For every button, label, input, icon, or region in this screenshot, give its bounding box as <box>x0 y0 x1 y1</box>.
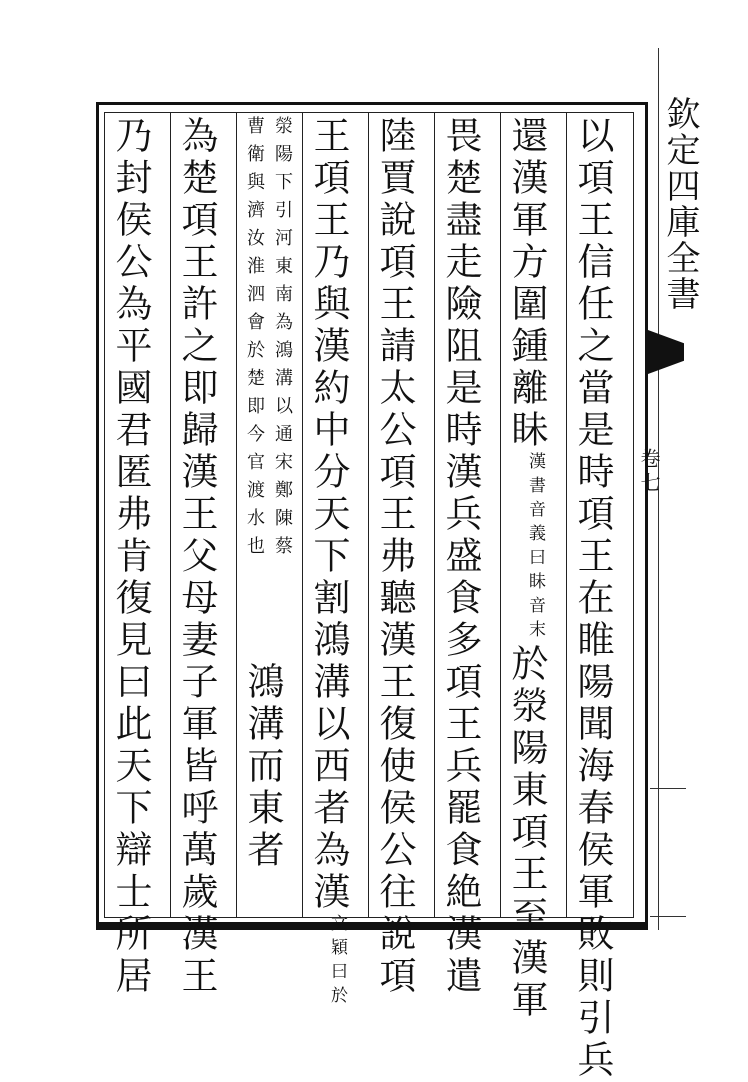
text-column-6b <box>244 116 265 656</box>
text-column-5 <box>307 116 350 1010</box>
text-column-2 <box>505 116 548 1022</box>
column-text: 鴻溝而東者 <box>241 662 284 872</box>
text-column-6-main <box>241 662 284 912</box>
text-column-6 <box>272 116 293 656</box>
note-line-right: 滎陽下引河東南為鴻溝以通宋鄭陳蔡 <box>272 116 293 564</box>
note-line-left: 曹衛與濟汝淮泗會於楚即今官渡水也 <box>244 116 265 564</box>
column-text: 於滎陽東項王至漢軍 <box>505 644 548 1022</box>
margin-divider <box>650 788 686 789</box>
column-rule <box>236 112 237 918</box>
column-rule <box>368 112 369 918</box>
margin-book-title: 欽定四庫全書 <box>660 96 700 312</box>
note-line-right: 漢書音義 <box>525 452 545 548</box>
column-rule <box>434 112 435 918</box>
column-text: 還漢軍方圍鍾離眛 <box>505 116 548 452</box>
annotation-note <box>326 914 347 1010</box>
annotation-note <box>524 452 545 644</box>
column-rule <box>302 112 303 918</box>
column-rule <box>500 112 501 918</box>
column-text: 畏楚盡走險阻是時漢兵盛食多項王兵罷食絶漢遣 <box>439 116 482 998</box>
column-rule <box>566 112 567 918</box>
text-column-7 <box>175 116 218 998</box>
column-text: 以項王信任之當是時項王在睢陽聞海春侯軍敗則引兵 <box>571 116 614 1082</box>
text-column-3 <box>439 116 482 998</box>
fishtail-mark-icon <box>648 330 684 374</box>
column-text: 陸賈說項王請太公項王弗聽漢王復使侯公往說項 <box>373 116 416 998</box>
note-line-left: 曰眛音末 <box>525 548 545 644</box>
text-column-8 <box>109 116 152 998</box>
note-line-left: 穎曰於 <box>327 938 347 1010</box>
column-text: 為楚項王許之即歸漢王父母妻子軍皆呼萬歲漢王 <box>175 116 218 998</box>
column-text: 王項王乃與漢約中分天下割鴻溝以西者為漢 <box>307 116 350 914</box>
text-column-4 <box>373 116 416 998</box>
note-line-right: 文 <box>327 914 347 938</box>
margin-divider <box>650 916 686 917</box>
column-rule <box>170 112 171 918</box>
margin-volume-label: 卷七 <box>637 448 661 496</box>
text-column-1 <box>571 116 614 1082</box>
column-text: 乃封侯公為平國君匿弗肯復見曰此天下辯士所居 <box>109 116 152 998</box>
